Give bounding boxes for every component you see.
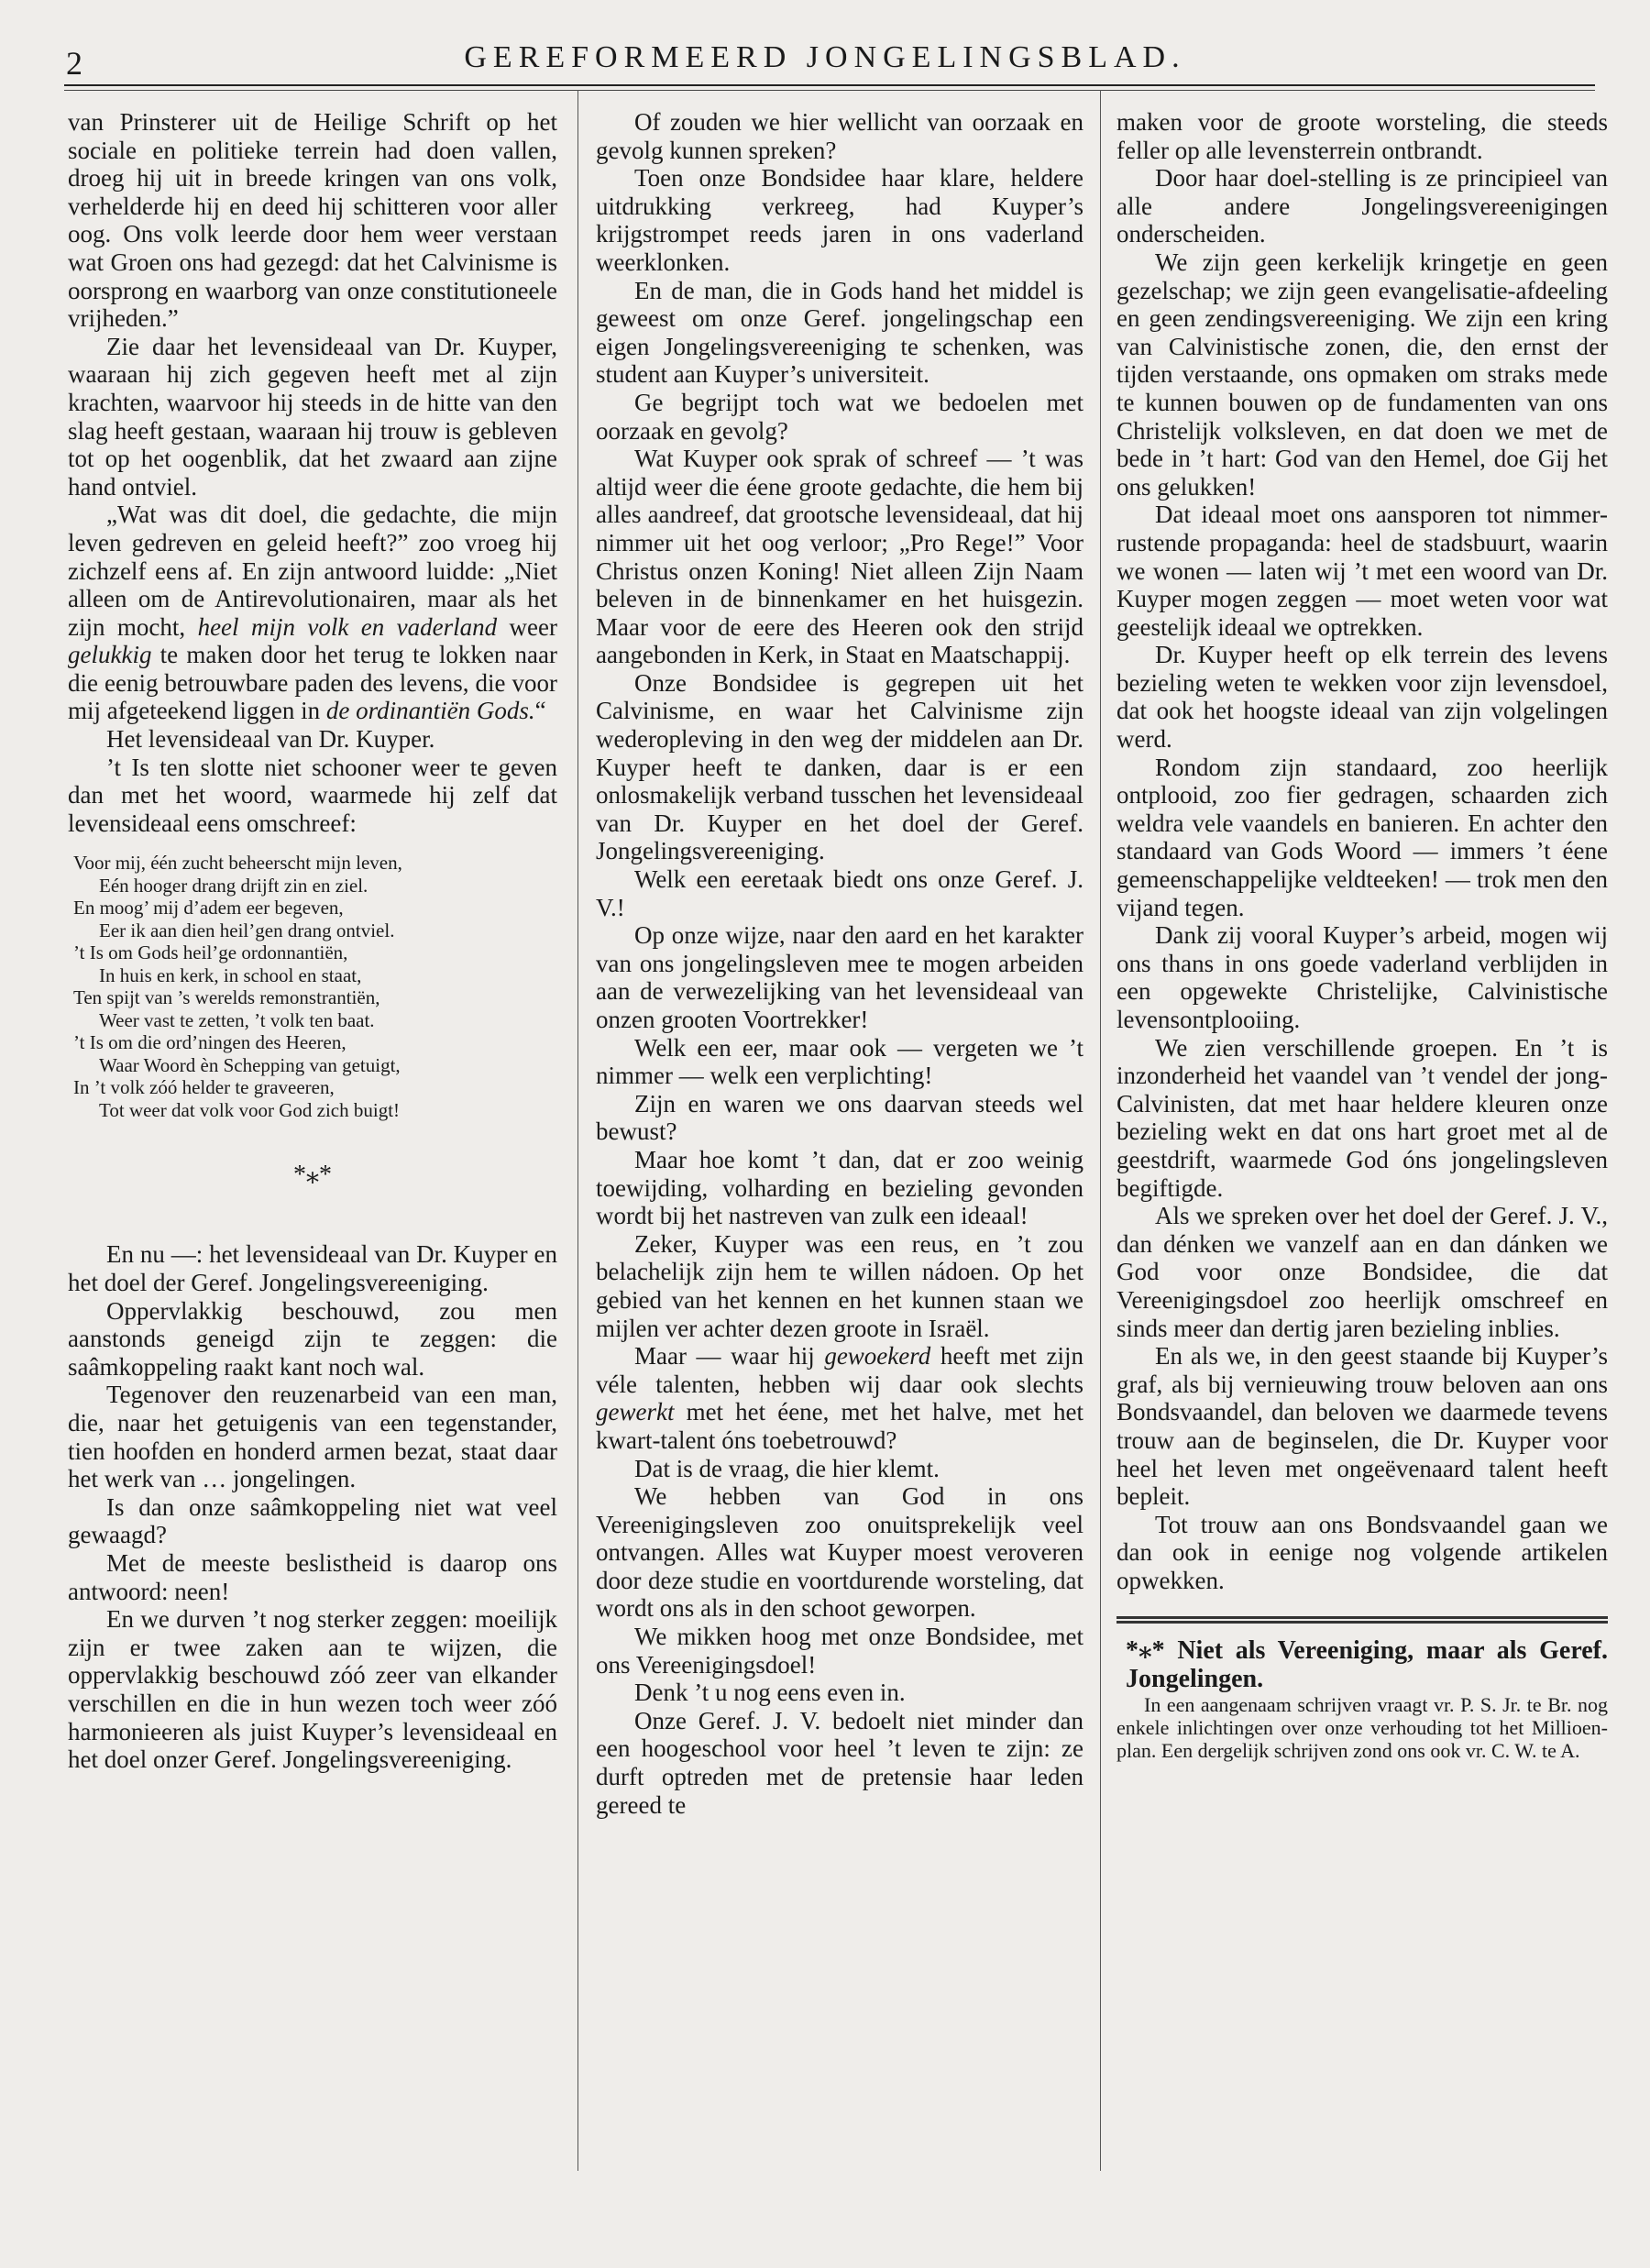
paragraph: We hebben van God in ons Vereenigingsleven zoo onuitsprekelijk veel ontvangen. Alles wat Kuyper moest veroveren door deze studie en voortdurende worsteling, dat wordt ons als in den schoot geworpen.: [596, 1482, 1084, 1623]
section-rule: [1116, 1616, 1608, 1624]
paragraph: Zie daar het levensideaal van Dr. Kuyper, waaraan hij zich gegeven heeft met al zijn krachten, waarvoor hij steeds in de hitte van den slag heeft gestaan, waaraan hij trouw is gebleven tot op het oogenblik, dat het zwaard aan zijne hand ontviel.: [68, 332, 557, 501]
poem-line: Ten spijt van ’s werelds remonstrantiën,: [73, 986, 380, 1009]
poem-line: In huis en kerk, in school en staat,: [99, 963, 362, 986]
paragraph: We mikken hoog met onze Bondsidee, met ons Vereenigingsdoel!: [596, 1623, 1084, 1679]
paragraph: Wat Kuyper ook sprak of schreef — ’t was altijd weer die éene groote gedachte, die hem bij alles aandreef, dat grootsche levensideaal, dat hij nimmer uit het oog verloor; „Pro Rege!” Voor Christus onzen Koning! Niet alleen Zijn Naam beleven in de binnenkamer en het huisgezin. Maar voor de eere des Heeren ook den strijd aangebonden in Kerk, in Staat en Maatschappij.: [596, 445, 1084, 669]
header-rule: [64, 84, 1595, 86]
paragraph: Op onze wijze, naar den aard en het karakter van ons jongelingsleven mee te mogen arbeiden aan de verwezelijking van het levensideaal van onzen grooten Voortrekker!: [596, 921, 1084, 1033]
poem-line: Voor mij, één zucht beheerscht mijn leven,: [73, 852, 402, 875]
poem-line: En moog’ mij d’adem eer begeven,: [73, 897, 344, 919]
poem-line: ’t Is om Gods heil’ge ordonnantiën,: [73, 941, 348, 964]
poem-line: Tot weer dat volk voor God zich buigt!: [99, 1098, 401, 1121]
italic-text: de ordinantiën Gods.: [325, 697, 535, 725]
paragraph: Zeker, Kuyper was een reus, en ’t zou belachelijk zijn hem te willen nádoen. Op het gebied van het kennen en het kunnen staan we mijlen ver achter dezen groote in Israël.: [596, 1229, 1084, 1342]
header-rule-thin: [64, 90, 1595, 91]
news-item-heading: *⁎* Niet als Vereeniging, maar als Geref. Jongelingen.: [1126, 1636, 1608, 1694]
paragraph: Dat ideaal moet ons aansporen tot nimmer-rustende propaganda: heel de stadsbuurt, waarin we wonen — laten wij ’t met een woord van Dr. Kuyper mogen zeggen — moet weten voor wat geestelijk ideaal we optrekken.: [1116, 501, 1608, 641]
page-number: 2: [66, 45, 82, 82]
paragraph: We zien verschillende groepen. En ’t is inzonderheid het vaandel van ’t vendel der jong-Calvinisten, dat met haar heldere kleuren onze bezieling wekt en dat ons hart groet met al de geestdrift, waarmede God óns jongelingsleven begiftigde.: [1116, 1033, 1608, 1202]
poem-line: Eén hooger drang drijft zin en ziel.: [99, 874, 368, 897]
poem-line: Weer vast te zetten, ’t volk ten baat.: [99, 1008, 375, 1031]
paragraph: Of zouden we hier wellicht van oorzaak en gevolg kunnen spreken?: [596, 108, 1084, 164]
column-2: [596, 108, 1084, 2171]
section-separator: *⁎*: [293, 1161, 332, 1190]
paragraph: Welk een eer, maar ook — vergeten we ’t nimmer — welk een verplichting!: [596, 1033, 1084, 1090]
paragraph: Tegenover den reuzenarbeid van een man, die, naar het getuigenis van een tegenstander, tien hoofden en honderd armen bezat, staat daar het werk van … jongelingen.: [68, 1381, 557, 1493]
paragraph: Dr. Kuyper heeft op elk terrein des levens bezieling weten te wekken voor zijn levensdoel, dat ook het hoogste ideaal van zijn volgelingen werd.: [1116, 641, 1608, 754]
italic-text: heel mijn volk en vaderland: [197, 612, 498, 641]
paragraph: Maar — waar hij gewoekerd heeft met zijn véle talenten, hebben wij daar ook slechts gewerkt met het éene, met het halve, met het kwart-talent óns toebetrouwd?: [596, 1342, 1084, 1454]
paragraph: Oppervlakkig beschouwd, zou men aanstonds geneigd zijn te zeggen: die saâmkoppeling raakt kant noch wal.: [68, 1296, 557, 1381]
paragraph: Met de meeste beslistheid is daarop ons antwoord: neen!: [68, 1548, 557, 1605]
masthead-title: GEREFORMEERD JONGELINGSBLAD.: [464, 40, 1186, 74]
paragraph: Onze Geref. J. V. bedoelt niet minder dan een hoogeschool voor heel ’t leven te zijn: ze durft optreden met de pretensie haar leden gereed te: [596, 1706, 1084, 1819]
paragraph: Toen onze Bondsidee haar klare, heldere uitdrukking verkreeg, had Kuyper’s krijgstrompet reeds jaren in ons vaderland weerklonken.: [596, 164, 1084, 276]
paragraph: maken voor de groote worsteling, die steeds feller op alle levensterrein ontbrandt.: [1116, 108, 1608, 164]
paragraph: Maar hoe komt ’t dan, dat er zoo weinig toewijding, volharding en bezieling gevonden wordt bij het nastreven van zulk een ideaal!: [596, 1145, 1084, 1230]
poem-line: Waar Woord èn Schepping van getuigt,: [99, 1053, 401, 1076]
italic-text: gelukkig: [68, 641, 152, 669]
paragraph: Als we spreken over het doel der Geref. J. V., dan dénken we vanzelf aan en dan dánken we God voor onze Bondsidee, die dat Vereenigingsdoel zoo heerlijk omschreef en sinds meer dan dertig jaren bezieling inblies.: [1116, 1202, 1608, 1342]
paragraph: Dank zij vooral Kuyper’s arbeid, mogen wij ons thans in ons goede vaderland verblijden in een opgewekte Christelijke, Calvinistische levensontplooiing.: [1116, 921, 1608, 1033]
column-3: [1116, 108, 1608, 2171]
poem-line: ’t Is om die ord’ningen des Heeren,: [73, 1031, 346, 1054]
paragraph: van Prinsterer uit de Heilige Schrift op het sociale en politieke terrein had doen vallen, droeg hij uit in breede kringen van ons volk, verhelderde hij en deed hij schitteren voor aller oog. Ons volk leerde door hem weer verstaan wat Groen ons had gezegd: dat het Calvinisme is oorsprong en waarborg van onze constitutioneele vrijheden.”: [68, 108, 557, 333]
paragraph: Denk ’t u nog eens even in.: [634, 1679, 906, 1707]
poem-line: Eer ik aan dien heil’gen drang ontviel.: [99, 919, 395, 941]
paragraph: Ge begrijpt toch wat we bedoelen met oorzaak en gevolg?: [596, 388, 1084, 445]
poem: [70, 852, 557, 1121]
paragraph: ’t Is ten slotte niet schooner weer te geven dan met het woord, waarmede hij zelf dat levensideaal eens omschreef:: [68, 753, 557, 837]
paragraph: Welk een eeretaak biedt ons onze Geref. J. V.!: [596, 865, 1084, 921]
paragraph: En we durven ’t nog sterker zeggen: moeilijk zijn er twee zaken aan te wijzen, die oppervlakkig beschouwd zóó zeer van elkander verschillen en die in hun wezen toch weer zóó harmonieeren als juist Kuyper’s levensideaal en het doel onzer Geref. Jongelingsvereeniging.: [68, 1605, 557, 1774]
paragraph: We zijn geen kerkelijk kringetje en geen gezelschap; we zijn geen evangelisatie-afdeeling en geen zendingsvereeniging. We zijn een kring van Calvinistische zonen, die, den ernst der tijden verstaande, ons opmaken om straks mede te kunnen bouwen op de fundamenten van ons Christelijk volksleven, en dat doen we met de bede in ’t hart: God van den Hemel, doe Gij het ons gelukken!: [1116, 248, 1608, 501]
news-item-text: In een aangenaam schrijven vraagt vr. P. S. Jr. te Br. nog enkele inlichtingen over onze verhouding tot het Millioen-plan. Een dergelijk schrijven zond ons ook vr. C. W. te A.: [1116, 1693, 1608, 1763]
column-1: [68, 108, 557, 2171]
paragraph: Onze Bondsidee is gegrepen uit het Calvinisme, en waar het Calvinisme zijn wederopleving in den weg der middelen aan Dr. Kuyper heeft te danken, daar is er een onlosmakelijk verband tusschen het levensideaal van Dr. Kuyper en het doel der Geref. Jongelingsvereeniging.: [596, 668, 1084, 865]
paragraph: Rondom zijn standaard, zoo heerlijk ontplooid, zoo fier gedragen, schaarden zich weldra vele vaandels en banieren. En achter den standaard van Gods Woord — immers ’t éene gemeenschappelijke veldteeken! — trok men den vijand tegen.: [1116, 753, 1608, 921]
paragraph: Zijn en waren we ons daarvan steeds wel bewust?: [596, 1089, 1084, 1146]
paragraph: En de man, die in Gods hand het middel is geweest om onze Geref. jongelingschap een eigen Jongelingsvereeniging te schenken, was student aan Kuyper’s universiteit.: [596, 276, 1084, 389]
paragraph: En nu —: het levensideaal van Dr. Kuyper en het doel der Geref. Jongelingsvereeniging.: [68, 1240, 557, 1297]
paragraph: „Wat was dit doel, die gedachte, die mijn leven gedreven en geleid heeft?” zoo vroeg hij zichzelf eens af. En zijn antwoord luidde: „Niet alleen om de Antirevolutionairen, maar als het zijn mocht, heel mijn volk en vaderland weer gelukkig te maken door het terug te lokken naar die eenig betrouwbare paden des levens, die voor mij afgeteekend liggen in de ordinantiën Gods.“: [68, 501, 557, 725]
paragraph: Het levensideaal van Dr. Kuyper.: [106, 725, 435, 754]
paragraph: Tot trouw aan ons Bondsvaandel gaan we dan ook in eenige nog volgende artikelen opwekken.: [1116, 1510, 1608, 1594]
paragraph: Door haar doel-stelling is ze principieel van alle andere Jongelingsvereenigingen onderscheiden.: [1116, 164, 1608, 248]
italic-text: gewerkt: [596, 1398, 675, 1426]
poem-line: In ’t volk zóó helder te graveeren,: [73, 1076, 335, 1099]
paragraph: Is dan onze saâmkoppeling niet wat veel gewaagd?: [68, 1492, 557, 1549]
paragraph: En als we, in den geest staande bij Kuyper’s graf, als bij vernieuwing trouw beloven aan ons Bondsvaandel, dan beloven we daarmede tevens trouw aan de beginselen, die Dr. Kuyper voor heel het leven met ongeëvenaard talent heeft bepleit.: [1116, 1342, 1608, 1511]
italic-text: gewoekerd: [824, 1342, 931, 1371]
column-divider: [1100, 90, 1101, 2171]
paragraph: Dat is de vraag, die hier klemt.: [634, 1454, 940, 1482]
